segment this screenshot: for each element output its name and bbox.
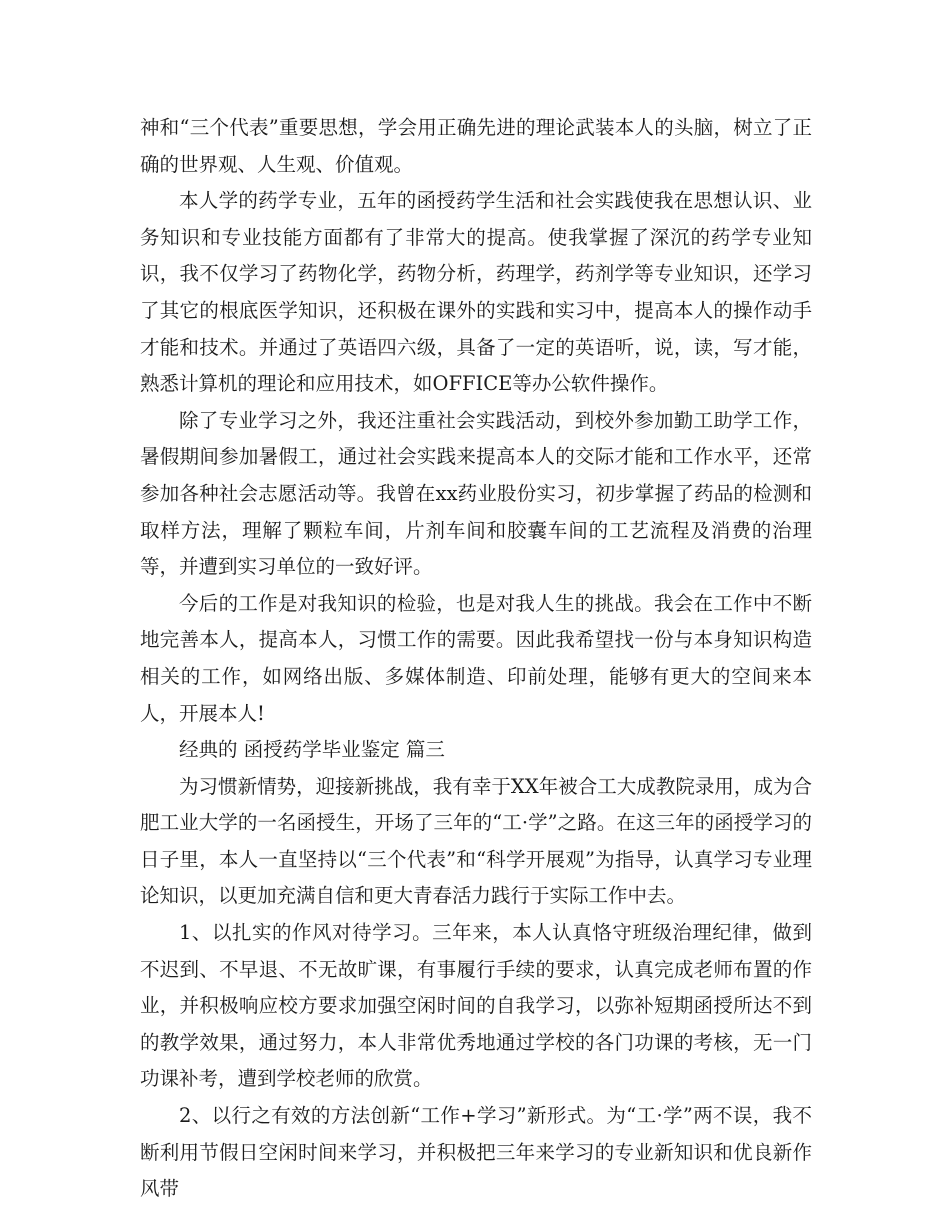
- paragraph-continuation: 神和“三个代表”重要思想，学会用正确先进的理论武装本人的头脑，树立了正确的世界观、人生观、价值观。: [140, 116, 812, 176]
- paragraph-point-one: 1、以扎实的作风对待学习。三年来，本人认真恪守班级治理纪律，做到不迟到、不早退、不无故旷课，有事履行手续的要求，认真完成老师布置的作业，并积极响应校方要求加强空闲时间的自我学习，以弥补短期函授所达不到的教学效果，通过努力，本人非常优秀地通过学校的各门功课的考核，无一门功课补考，遭到学校老师的欣赏。: [140, 921, 812, 1091]
- section-heading: 经典的 函授药学毕业鉴定 篇三: [179, 738, 445, 762]
- paragraph-point-two: 2、以行之有效的方法创新“工作+学习”新形式。为“工·学”两不误，我不断利用节假日空闲时间来学习，并积极把三年来学习的专业新知识和优良新作风带: [140, 1104, 812, 1201]
- document-body: [140, 110, 812, 1208]
- paragraph-intro-section-three: 为习惯新情势，迎接新挑战，我有幸于XX年被合工大成教院录用，成为合肥工业大学的一名函授生，开场了三年的“工·学”之路。在这三年的函授学习的日子里，本人一直坚持以“三个代表”和“科学开展观”为指导，认真学习专业理论知识，以更加充满自信和更大青春活力践行于实际工作中去。: [140, 774, 812, 908]
- paragraph-pharmacy-major: 本人学的药学专业，五年的函授药学生活和社会实践使我在思想认识、业务知识和专业技能方面都有了非常大的提高。使我掌握了深沉的药学专业知识，我不仅学习了药物化学，药物分析，药理学，药剂学等专业知识，还学习了其它的根底医学知识，还积极在课外的实践和实习中，提高本人的操作动手才能和技术。并通过了英语四六级，具备了一定的英语听，说，读，写才能，熟悉计算机的理论和应用技术，如OFFICE等办公软件操作。: [140, 189, 812, 396]
- paragraph-social-practice: 除了专业学习之外，我还注重社会实践活动，到校外参加勤工助学工作，暑假期间参加暑假工，通过社会实践来提高本人的交际才能和工作水平，还常参加各种社会志愿活动等。我曾在xx药业股份实习，初步掌握了药品的检测和取样方法，理解了颗粒车间，片剂车间和胶囊车间的工艺流程及消费的治理等，并遭到实习单位的一致好评。: [140, 408, 812, 579]
- paragraph-future-work: 今后的工作是对我知识的检验，也是对我人生的挑战。我会在工作中不断地完善本人，提高本人，习惯工作的需要。因此我希望找一份与本身知识构造相关的工作，如网络出版、多媒体制造、印前处理，能够有更大的空间来本人，开展本人!: [140, 591, 812, 725]
